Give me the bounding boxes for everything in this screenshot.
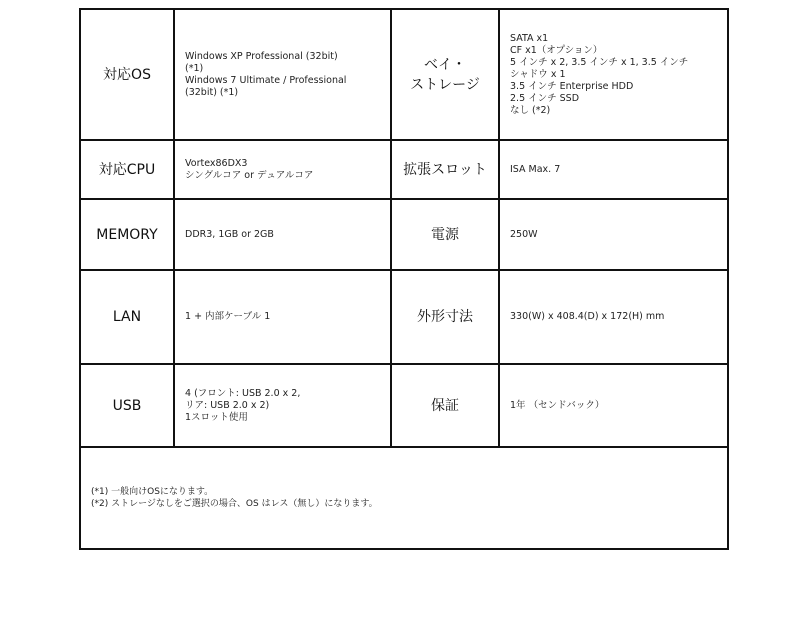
spec-label-os [80, 9, 174, 140]
spec-value-dimensions [499, 270, 728, 364]
footnote: (*1) 一般向けOSになります。 [91, 487, 214, 497]
spec-value-line: シャドウ x 1 [510, 68, 566, 80]
spec-label-text: 拡張スロット [403, 161, 487, 178]
spec-value-power [499, 199, 728, 270]
spec-value-lan [174, 270, 391, 364]
table-row-notes [80, 447, 728, 549]
spec-value-line: Windows XP Professional (32bit) [185, 50, 338, 62]
table-row [80, 9, 728, 140]
spec-value-line: シングルコア or デュアルコア [185, 169, 314, 181]
table-row [80, 270, 728, 364]
table-row [80, 199, 728, 270]
spec-value-expansion-slot [499, 140, 728, 199]
spec-table [79, 8, 729, 550]
spec-label-cpu [80, 140, 174, 199]
spec-value-line: 2.5 インチ SSD [510, 92, 580, 104]
spec-label-dimensions [391, 270, 499, 364]
spec-label-text: 外形寸法 [417, 309, 473, 325]
spec-value-line: リア: USB 2.0 x 2) [185, 399, 270, 411]
spec-value-line: CF x1（オプション） [510, 44, 603, 56]
spec-label-text: 電源 [431, 226, 459, 243]
spec-label-text: LAN [112, 309, 142, 325]
spec-value-line: SATA x1 [510, 32, 549, 44]
spec-label-usb [80, 364, 174, 447]
table-row [80, 364, 728, 447]
spec-label-power [391, 199, 499, 270]
spec-value-line: 4 (フロント: USB 2.0 x 2, [185, 387, 301, 399]
table-row [80, 140, 728, 199]
spec-label-warranty [391, 364, 499, 447]
spec-value-cpu [174, 140, 391, 199]
spec-label-text: ベイ・ [424, 56, 466, 73]
spec-value-line: 5 インチ x 2, 3.5 インチ x 1, 3.5 インチ [510, 56, 689, 68]
spec-label-text: USB [112, 397, 142, 414]
footnote: (*2) ストレージなしをご選択の場合、OS はレス（無し）になります。 [91, 499, 378, 509]
spec-label-text: ストレージ [410, 76, 480, 93]
spec-label-memory [80, 199, 174, 270]
spec-value-line: 1年 （センドバック） [510, 399, 605, 411]
spec-label-bay-storage [391, 9, 499, 140]
spec-value-memory [174, 199, 391, 270]
spec-value-line: なし (*2) [510, 104, 551, 116]
spec-value-line: DDR3, 1GB or 2GB [185, 228, 274, 240]
spec-value-line: Vortex86DX3 [185, 157, 248, 169]
spec-value-line: (*1) [185, 62, 204, 74]
footnotes [80, 447, 728, 549]
spec-value-bay-storage [499, 9, 728, 140]
spec-value-line: 3.5 インチ Enterprise HDD [510, 80, 634, 92]
spec-label-text: 保証 [431, 397, 459, 414]
spec-label-text: 対応CPU [98, 161, 156, 178]
spec-value-line: Windows 7 Ultimate / Professional [185, 74, 347, 86]
spec-value-line: 330(W) x 408.4(D) x 172(H) mm [510, 311, 665, 322]
spec-label-text: MEMORY [96, 226, 158, 243]
spec-value-line: (32bit) (*1) [185, 86, 239, 98]
spec-value-line: 250W [510, 228, 538, 240]
spec-value-warranty [499, 364, 728, 447]
spec-value-os [174, 9, 391, 140]
spec-value-usb [174, 364, 391, 447]
spec-value-line: ISA Max. 7 [510, 163, 561, 175]
spec-value-line: 1 + 内部ケーブル 1 [185, 311, 271, 322]
spec-value-line: 1スロット使用 [185, 411, 248, 423]
spec-label-expansion-slot [391, 140, 499, 199]
spec-label-text: 対応OS [103, 66, 151, 83]
spec-label-lan [80, 270, 174, 364]
